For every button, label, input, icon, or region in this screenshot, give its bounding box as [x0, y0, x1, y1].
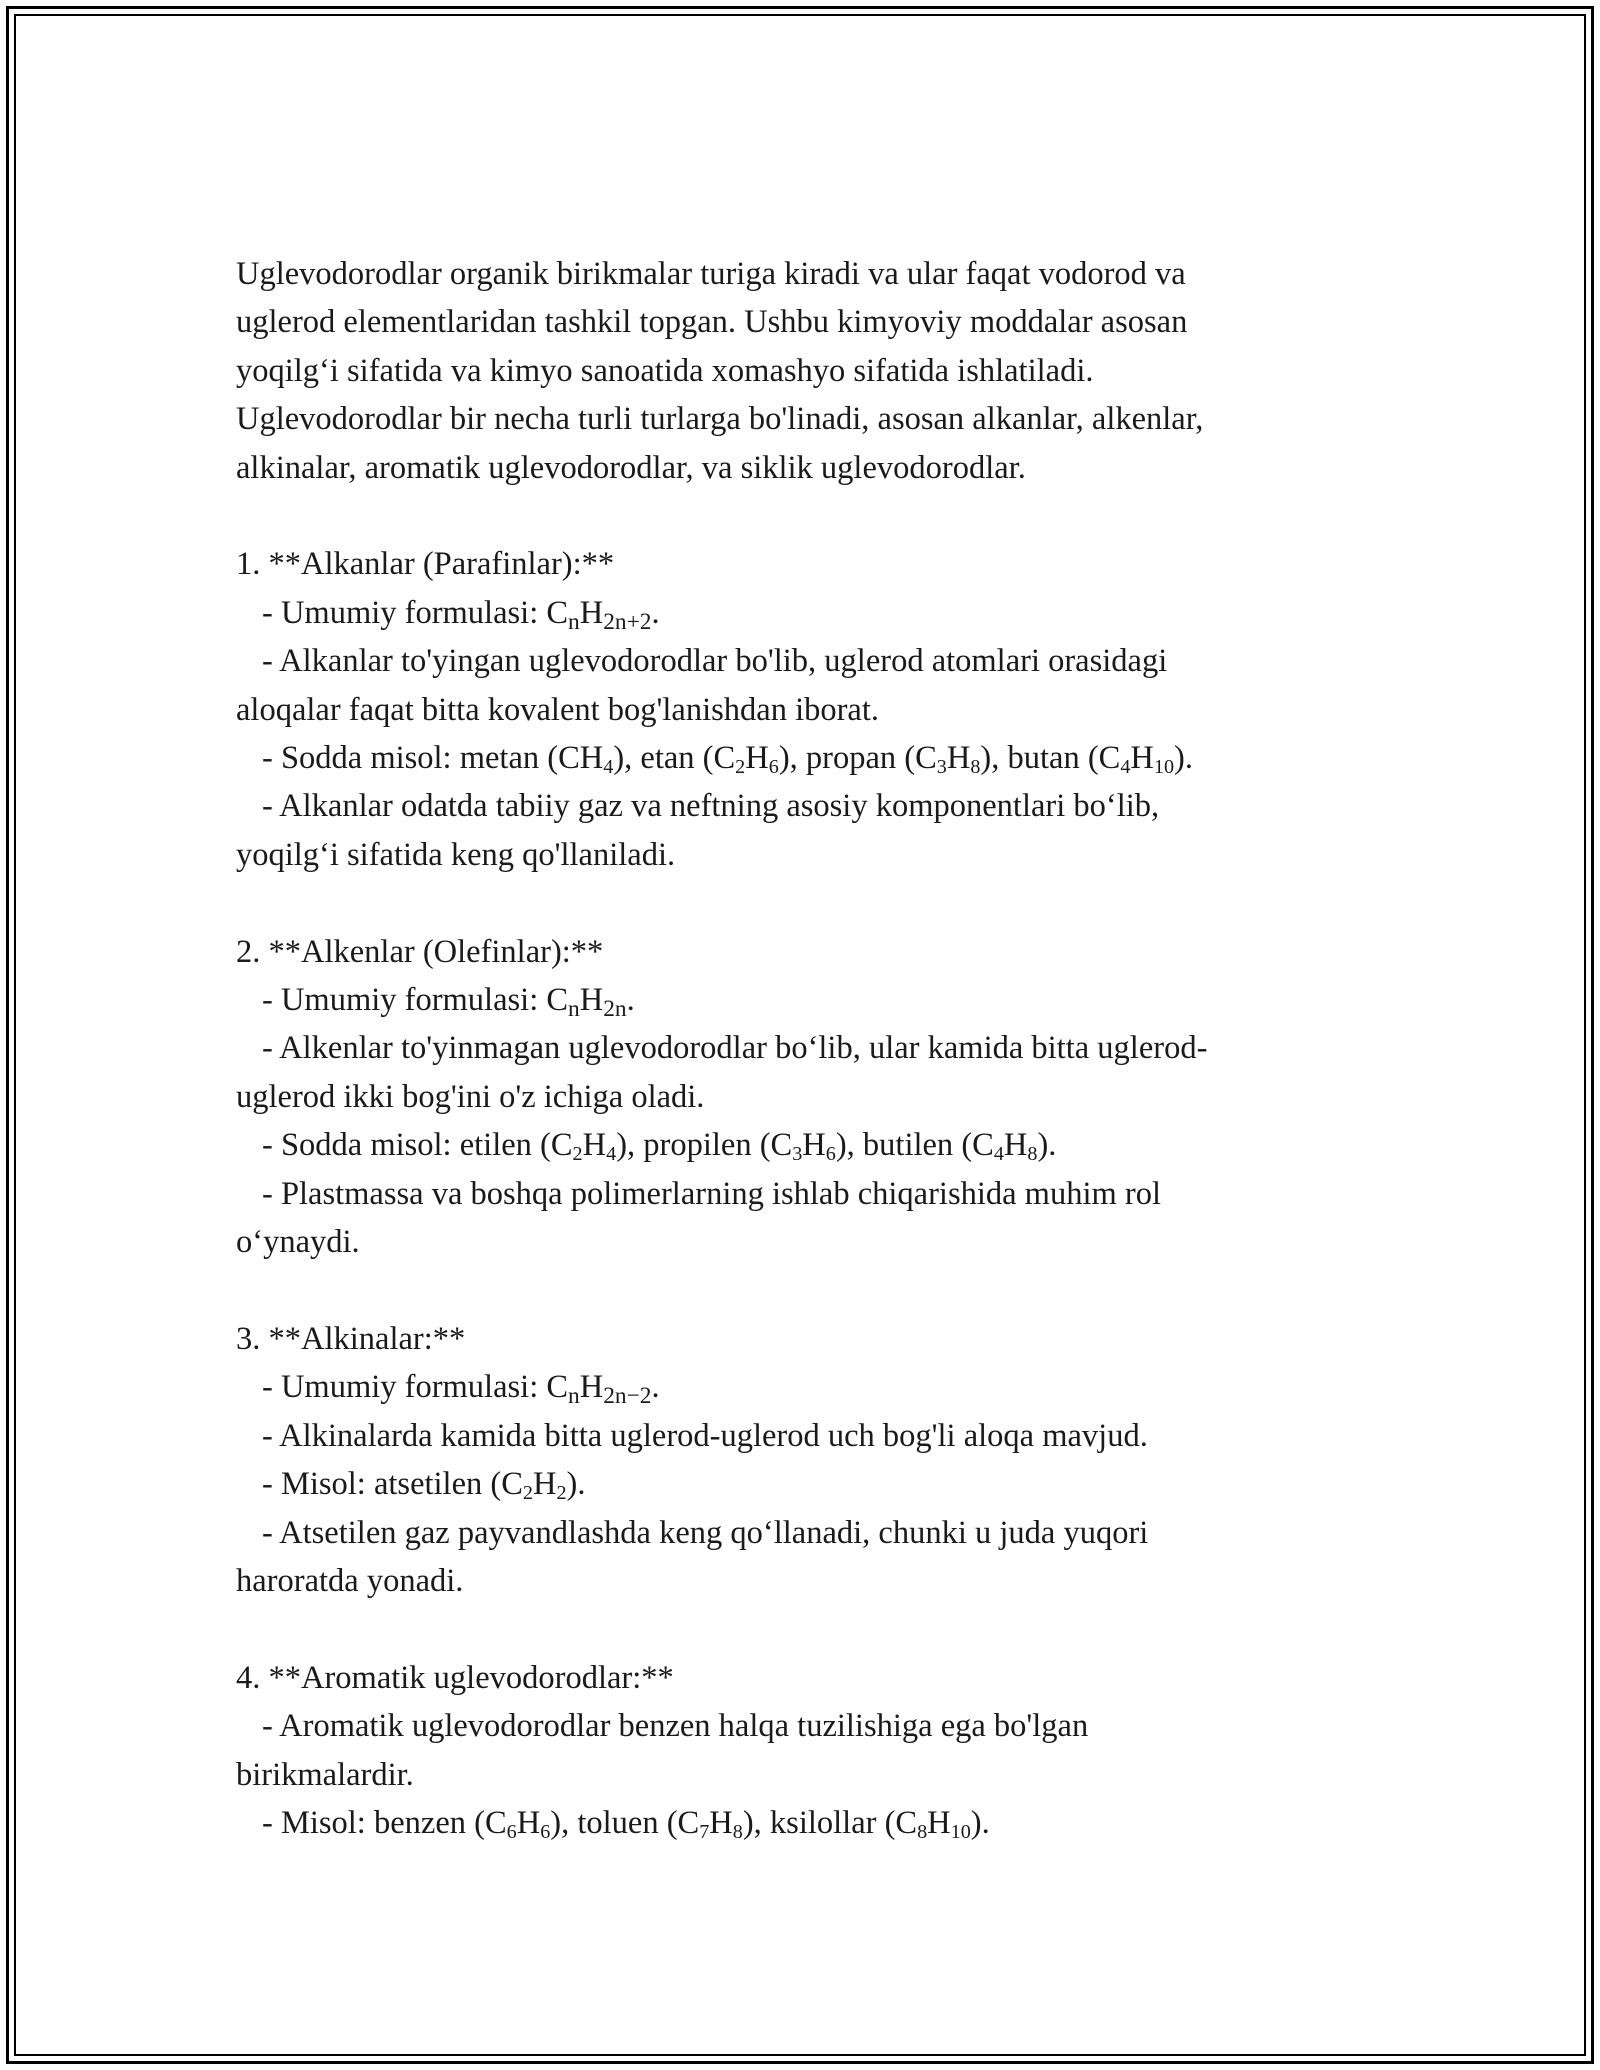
- text-line: alkinalar, aromatik uglevodorodlar, va siklik uglevodorodlar.: [236, 449, 1026, 486]
- section-alkinalar: [236, 1315, 1376, 1605]
- text-line: aloqalar faqat bitta kovalent bog'lanishdan iborat.: [236, 691, 880, 728]
- text-line: uglerod ikki bog'ini o'z ichiga oladi.: [236, 1078, 705, 1115]
- text-line: - Plastmassa va boshqa polimerlarning ishlab chiqarishida muhim rol: [262, 1175, 1162, 1212]
- example-line: - Sodda misol: metan $(CH_4)$, etan $(C_2H_6)$, propan $(C_3H_8)$, butan $(C_4H_{10})$.: [262, 740, 1193, 779]
- section-alkenlar: [236, 928, 1376, 1267]
- document-body: [236, 250, 1376, 1847]
- text-line: o‘ynaydi.: [236, 1224, 360, 1261]
- formula-line: - Umumiy formulasi: $C_nH_{2n}$.: [262, 982, 635, 1022]
- text-line: birikmalardir.: [236, 1756, 414, 1793]
- text-line: - Atsetilen gaz payvandlashda keng qo‘llanadi, chunki u juda yuqori: [262, 1514, 1149, 1551]
- example-line: - Sodda misol: etilen $(C_2H_4)$, propilen $(C_3H_6)$, butilen $(C_4H_8)$.: [262, 1127, 1057, 1166]
- example-line: - Misol: benzen $(C_6H_6)$, toluen $(C_7H_8)$, ksilollar $(C_8H_{10})$.: [262, 1804, 990, 1843]
- section-heading: 3. **Alkinalar:**: [236, 1320, 466, 1357]
- text-line: - Alkenlar to'yinmagan uglevodorodlar bo‘lib, ular kamida bitta uglerod-: [262, 1030, 1208, 1067]
- text-line: - Alkanlar odatda tabiiy gaz va neftning asosiy komponentlari bo‘lib,: [262, 788, 1160, 825]
- text-line: yoqilg‘i sifatida keng qo'llaniladi.: [236, 836, 676, 873]
- text-line: - Aromatik uglevodorodlar benzen halqa tuzilishiga ega bo'lgan: [262, 1708, 1089, 1745]
- section-heading: 2. **Alkenlar (Olefinlar):**: [236, 933, 604, 970]
- text-line: - Alkanlar to'yingan uglevodorodlar bo'lib, uglerod atomlari orasidagi: [262, 643, 1168, 680]
- text-line: - Alkinalarda kamida bitta uglerod-uglerod uch bog'li aloqa mavjud.: [262, 1417, 1148, 1454]
- formula-line: - Umumiy formulasi: $C_nH_{2n+2}$.: [262, 594, 660, 635]
- text-line: yoqilg‘i sifatida va kimyo sanoatida xomashyo sifatida ishlatiladi.: [236, 352, 1094, 389]
- section-alkanlar: [236, 540, 1376, 879]
- intro-paragraph: [236, 250, 1376, 492]
- text-line: Uglevodorodlar bir necha turli turlarga bo'linadi, asosan alkanlar, alkenlar,: [236, 401, 1204, 438]
- text-line: Uglevodorodlar organik birikmalar turiga kiradi va ular faqat vodorod va: [236, 256, 1186, 292]
- formula-line: - Umumiy formulasi: $C_nH_{2n-2}$.: [262, 1369, 660, 1410]
- section-heading: 4. **Aromatik uglevodorodlar:**: [236, 1659, 674, 1696]
- section-heading: 1. **Alkanlar (Parafinlar):**: [236, 546, 615, 583]
- text-line: uglerod elementlaridan tashkil topgan. Ushbu kimyoviy moddalar asosan: [236, 304, 1188, 341]
- text-line: haroratda yonadi.: [236, 1562, 464, 1599]
- section-aromatik: [236, 1654, 1376, 1848]
- example-line: - Misol: atsetilen $(C_2H_2)$.: [262, 1466, 586, 1505]
